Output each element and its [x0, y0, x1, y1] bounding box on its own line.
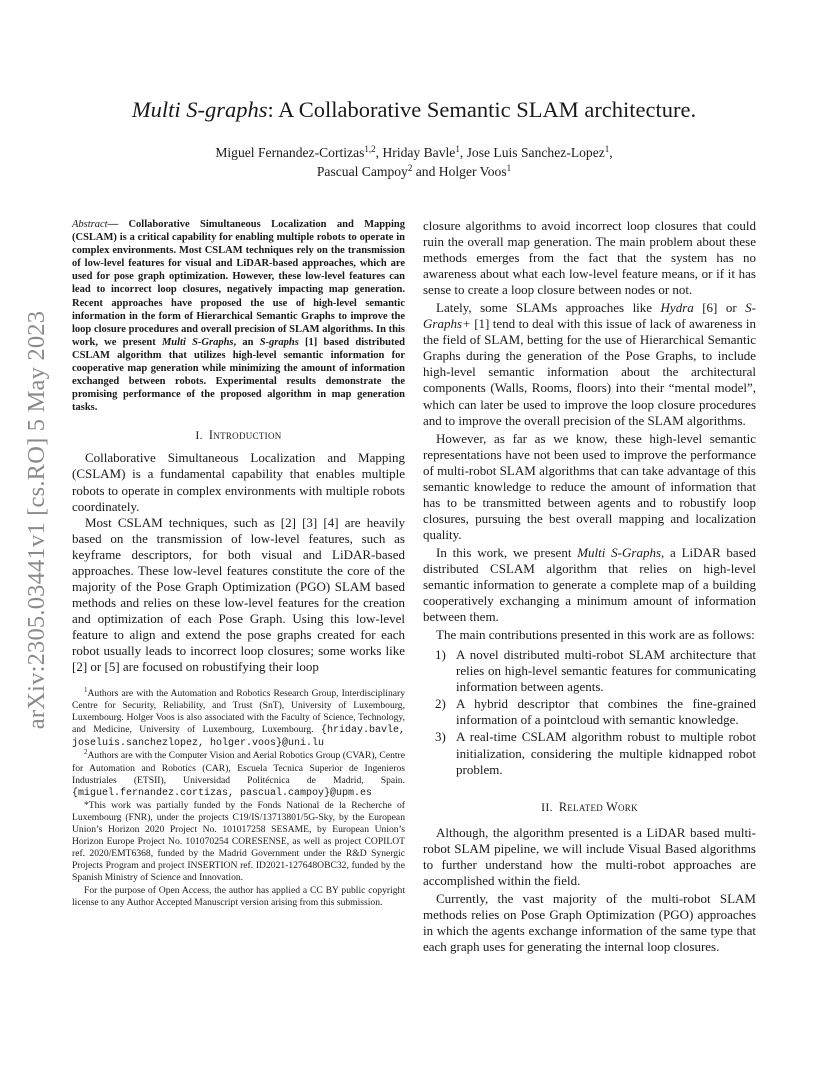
list-item-text: A hybrid descriptor that combines the fine-grained information of a pointcloud with semantic knowledge.	[456, 696, 756, 728]
list-item	[423, 729, 756, 777]
paragraph-italic: Multi S-Graphs	[577, 544, 662, 560]
paragraph: The main contributions presented in this work are as follows:	[436, 627, 755, 643]
paragraph	[423, 545, 756, 625]
paragraph-text: , a LiDAR based distributed CSLAM algorithm that relies on high-level semantic information to generate a complete map of a building cooperatively exchanging a minimum amount of information between them.	[423, 544, 756, 625]
arxiv-identifier-stamp	[22, 285, 52, 755]
footnote-email: {hriday.bavle, joseluis.sanchezlopez, holger.voos}@uni.lu	[72, 725, 405, 750]
footnote-text: Authors are with the Automation and Robotics Research Group, Interdisciplinary Centre for Security, Reliability, and Trust (SnT), University of Luxembourg, Luxembourg. Holger Voos is also associated with the Faculty of Science, Technology, and Medicine, University of Luxembourg, Luxembourg.	[72, 688, 405, 736]
abstract-italic: S-graphs	[259, 336, 299, 348]
abstract	[72, 218, 405, 414]
author-separator: ,	[609, 145, 613, 160]
list-item	[423, 696, 756, 728]
paragraph-italic: S-Graphs+	[423, 300, 756, 332]
list-item-text: A novel distributed multi-robot SLAM architecture that relies on high-level semantic features for communicating information between agents.	[456, 647, 756, 695]
paragraph-text: [6] or	[693, 300, 746, 316]
author-name: Pascual Campoy	[316, 164, 408, 179]
author-name: Miguel Fernandez-Cortizas	[215, 145, 365, 160]
paragraph-text: [1] tend to deal with this issue of lack of awareness in the field of SLAM, betting for the use of Hierarchical Semantic Graphs during the generation of the Pose Graphs, to include high-level semantic information about the architectural components (Walls, Rooms, floors) into their “mental model”, which can later be used to improve the loop closure procedures and to improve the overall precision of the SLAM algorithms.	[423, 316, 756, 428]
title-italic: Multi S-graphs	[131, 97, 268, 122]
paragraph: Most CSLAM techniques, such as [2] [3] [4] are heavily based on the transmission of low-level features, such as keyframe descriptors, for both visual and LiDAR-based approaches. These low-level features constitute the core of the majority of the Pose Graph Optimization (PGO) SLAM based methods and relies on these low-level features for the creation and optimization of each Pose Graph. Using this low-level feature to align and extend the pose graphs created for each robot usually leads to incorrect loop closures; some works like [2] or [5] are focused on robustifying their loop	[72, 514, 405, 675]
footnote-email: {miguel.fernandez.cortizas, pascual.campoy}@upm.es	[72, 787, 373, 799]
footnote-text: Authors are with the Computer Vision and Aerial Robotics Group (CVAR), Centre for Automation and Robotics (CAR), Escuela Tecnica Superior de Ingenieros Industriales (ETSII), Universidad Politécnica de Madrid, Spain.	[72, 750, 405, 786]
author-name: , Hriday Bavle	[375, 145, 456, 160]
left-column	[72, 218, 405, 675]
author-name: and Holger Voos	[412, 164, 507, 179]
contributions-list	[423, 647, 756, 777]
section-number: I.	[195, 428, 203, 443]
right-column	[423, 218, 756, 957]
title-rest: : A Collaborative Semantic SLAM architecture.	[267, 97, 697, 122]
abstract-label: Abstract	[72, 219, 108, 230]
footnote	[72, 800, 405, 885]
affiliation-mark: 1	[506, 163, 512, 173]
list-number: 1)	[435, 647, 446, 663]
section-heading-related-work	[423, 800, 756, 815]
affiliation-mark: 1,2	[364, 144, 376, 154]
paragraph: Currently, the vast majority of the multi-robot SLAM methods relies on Pose Graph Optimization (PGO) approaches in which the agents exchange information of the same type that each graph uses for generating the internal loop closures.	[423, 890, 756, 954]
paragraph-text: In this work, we present	[436, 544, 578, 560]
paper-title	[72, 96, 756, 124]
section-number: II.	[541, 799, 553, 814]
abstract-italic: Multi S-Graphs	[161, 336, 234, 348]
section-title: Introduction	[208, 428, 282, 443]
list-number: 2)	[435, 696, 446, 712]
paragraph-text: Lately, some SLAMs approaches like	[436, 300, 661, 316]
paragraph: Collaborative Simultaneous Localization and Mapping (CSLAM) is a fundamental capability that enables multiple robots to operate in complex environments with multiple robots coordinately.	[72, 450, 405, 514]
footnote-text: This work was partially funded by the Fonds National de la Recherche of Luxembourg (FNR), under the projects C19/IS/13713801/5G-Sky, by the European Union’s Horizon 2020 Project No. 101017258 SESAME, by European Union’s Horizon Europe Project No. 101070254 CORESENSE, as well as project COPILOT ref. 2020/EMT6368, funded by the Madrid Government under the R&D Synergic Projects Program and project INSERTION ref. ID2021-127648OBC32, funded by the Spanish Ministry of Science and Innovation.	[72, 799, 405, 884]
section-title: Related Work	[558, 799, 638, 814]
paragraph: Although, the algorithm presented is a LiDAR based multi-robot SLAM pipeline, we will include Visual Based algorithms to further understand how the multi-robot approaches are accomplished within the field.	[423, 824, 756, 888]
paragraph: However, as far as we know, these high-level semantic representations have not been used to improve the performance of multi-robot SLAM algorithms that can take advantage of this semantic knowledge to reduce the amount of information that has to be transmitted between agents and to robustify loop closures, pursuing the best overall mapping and localization quality.	[423, 430, 756, 542]
footnote-mark: *	[84, 799, 89, 811]
affiliation-mark: 2	[407, 163, 413, 173]
paragraph: closure algorithms to avoid incorrect loop closures that could ruin the overall map generation. The main problem about these methods emerges from the fact that the system has no awareness about what each low-level feature means, or if it has sense to create a loop closure between nodes or not.	[423, 218, 756, 298]
author-name: , Jose Luis Sanchez-Lopez	[459, 145, 605, 160]
footnote: For the purpose of Open Access, the author has applied a CC BY public copyright license to any Author Accepted Manuscript version arising from this submission.	[72, 884, 405, 908]
affiliation-mark: 1	[604, 144, 610, 154]
footnote-mark: 2	[84, 748, 88, 757]
footnotes	[72, 688, 405, 909]
list-item	[423, 647, 756, 695]
abstract-text: , an	[233, 336, 260, 348]
abstract-text: [1] based distributed CSLAM algorithm that utilizes high-level semantic information for cooperative map generation while minimizing the amount of information exchanged between robots. Experimental results demonstrate the promising performance of the proposed algorithm in map generation tasks.	[72, 336, 406, 414]
footnote	[72, 688, 405, 750]
list-item-text: A real-time CSLAM algorithm robust to multiple robot initialization, considering the multiple kidnapped robot problem.	[456, 729, 756, 777]
list-number: 3)	[435, 729, 446, 745]
paragraph	[423, 300, 756, 428]
author-list	[110, 143, 718, 181]
arxiv-identifier-text: arXiv:2305.03441v1 [cs.RO] 5 May 2023	[23, 310, 50, 730]
section-heading-introduction	[72, 428, 405, 443]
abstract-text: Collaborative Simultaneous Localization and Mapping (CSLAM) is a critical capability for enabling multiple robots to operate in complex environments. Most CSLAM techniques rely on the transmission of low-level features for visual and LiDAR-based approaches, which are used for pose graph optimization. However, these low-level features can lead to incorrect loop closures, negatively impacting map generation. Recent approaches have proposed the use of high-level semantic information in the form of Hierarchical Semantic Graphs to improve the loop closure procedures and overall precision of SLAM algorithms. In this work, we present	[72, 219, 405, 348]
footnote	[72, 750, 405, 799]
paragraph-italic: Hydra	[660, 300, 694, 316]
affiliation-mark: 1	[455, 144, 460, 154]
abstract-dash: —	[107, 219, 119, 230]
footnote-mark: 1	[84, 686, 88, 694]
